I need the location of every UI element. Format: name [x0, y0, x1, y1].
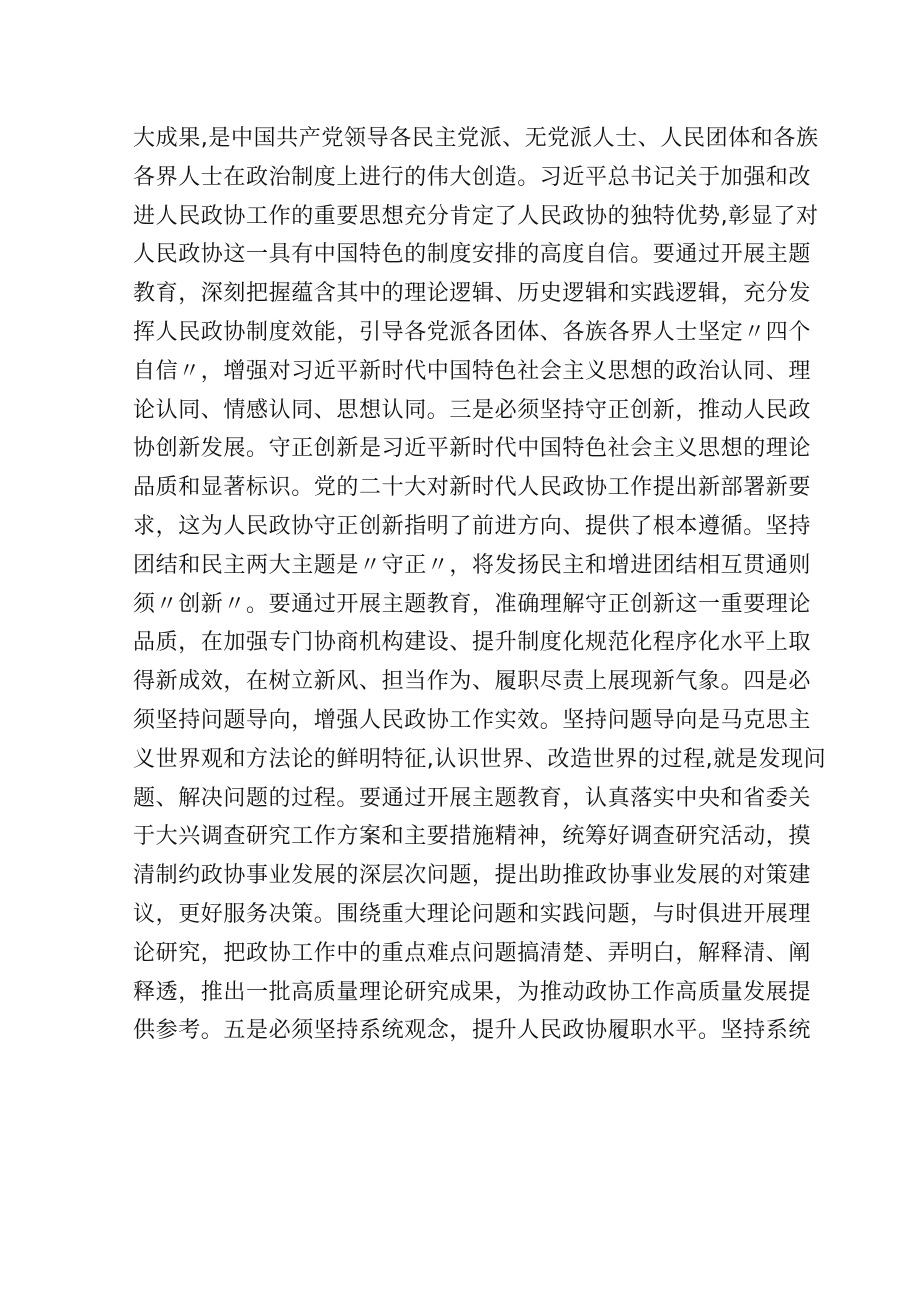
text-line: 进人民政协工作的重要思想充分肯定了人民政协的独特优势,彰显了对 [133, 203, 819, 229]
text-line: 得新成效，在树立新风、担当作为、履职尽责上展现新气象。四是必 [133, 669, 812, 695]
text-line: 论认同、情感认同、思想认同。三是必须坚持守正创新，推动人民政 [133, 397, 812, 423]
text-line: 须坚持问题导向，增强人民政协工作实效。坚持问题导向是马克思主 [133, 707, 812, 733]
text-line: 教育，深刻把握蕴含其中的理论逻辑、历史逻辑和实践逻辑，充分发 [133, 281, 812, 307]
text-line: 团结和民主两大主题是〃守正〃，将发扬民主和增进团结相互贯通则 [133, 552, 812, 578]
text-line: 论研究，把政协工作中的重点难点问题搞清楚、弄明白，解释清、阐 [133, 940, 812, 966]
text-line: 挥人民政协制度效能，引导各党派各团体、各族各界人士坚定〃四个 [133, 319, 812, 345]
text-line: 释透，推出一批高质量理论研究成果，为推动政协工作高质量发展提 [133, 979, 812, 1005]
text-line: 大成果,是中国共产党领导各民主党派、无党派人士、人民团体和各族 [133, 126, 819, 151]
text-line: 供参考。五是必须坚持系统观念，提升人民政协履职水平。坚持系统 [133, 1018, 812, 1044]
text-line: 议，更好服务决策。围绕重大理论问题和实践问题，与时俱进开展理 [133, 901, 812, 927]
text-line: 题、解决问题的过程。要通过开展主题教育，认真落实中央和省委关 [133, 785, 812, 811]
text-line: 义世界观和方法论的鲜明特征,认识世界、改造世界的过程,就是发现问 [133, 746, 827, 772]
text-line: 各界人士在政治制度上进行的伟大创造。习近平总书记关于加强和改 [133, 164, 812, 190]
text-line: 品质和显著标识。党的二十大对新时代人民政协工作提出新部署新要 [133, 475, 812, 501]
text-line: 协创新发展。守正创新是习近平新时代中国特色社会主义思想的理论 [133, 436, 812, 462]
text-line: 自信〃，增强对习近平新时代中国特色社会主义思想的政治认同、理 [133, 358, 812, 384]
text-line: 须〃创新〃。要通过开展主题教育，准确理解守正创新这一重要理论 [133, 591, 812, 617]
body-paragraph [133, 120, 827, 1051]
text-line: 清制约政协事业发展的深层次问题，提出助推政协事业发展的对策建 [133, 863, 812, 889]
text-line: 品质，在加强专门协商机构建设、提升制度化规范化程序化水平上取 [133, 630, 812, 656]
text-line: 于大兴调查研究工作方案和主要措施精神，统筹好调查研究活动，摸 [133, 824, 812, 850]
text-line: 人民政协这一具有中国特色的制度安排的高度自信。要通过开展主题 [133, 242, 812, 268]
text-line: 求，这为人民政协守正创新指明了前进方向、提供了根本遵循。坚持 [133, 513, 812, 539]
